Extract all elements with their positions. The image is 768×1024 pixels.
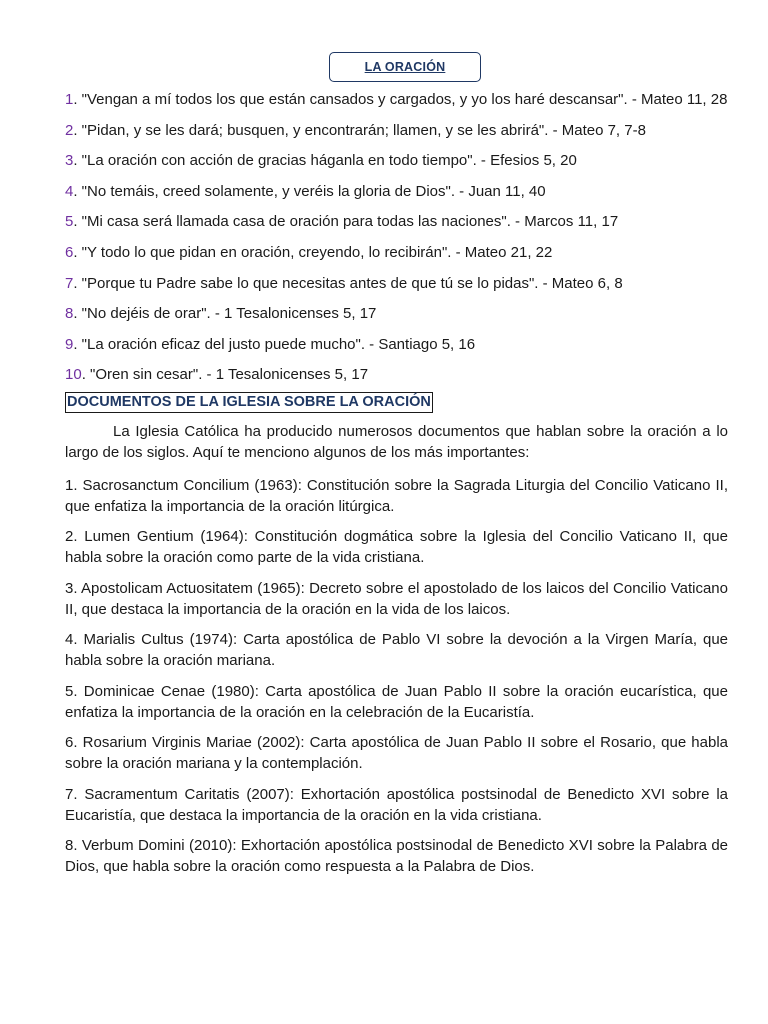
- quote-text: . "Oren sin cesar". - 1 Tesalonicenses 5, 17: [81, 366, 369, 384]
- quote-number: 9: [65, 335, 74, 353]
- quote-number: 2: [65, 121, 74, 139]
- quote-text: . "No dejéis de orar". - 1 Tesalonicenses 5, 17: [73, 305, 377, 323]
- quote-number: 1: [65, 91, 74, 108]
- document-item: 2. Lumen Gentium (1964): Constitución dogmática sobre la Iglesia del Concilio Vaticano II, que habla sobre la oración como parte de la vida cristiana.: [65, 528, 728, 567]
- quote-text: . "Vengan a mí todos los que están cansados y cargados, y yo los haré descansar". - Mateo 11, 28: [73, 91, 728, 108]
- quote-item: [65, 304, 728, 324]
- page-title: LA ORACIÓN: [364, 60, 446, 74]
- quote-text: . "No temáis, creed solamente, y veréis la gloria de Dios". - Juan 11, 40: [73, 182, 546, 200]
- document-item: 4. Marialis Cultus (1974): Carta apostólica de Pablo VI sobre la devoción a la Virgen María, que habla sobre la oración mariana.: [65, 631, 728, 670]
- quote-item: [65, 243, 728, 263]
- document-list: [65, 475, 728, 878]
- intro-paragraph: La Iglesia Católica ha producido numerosos documentos que hablan sobre la oración a lo largo de los siglos. Aquí te menciono algunos de los más importantes:: [65, 422, 728, 461]
- quote-text: . "Porque tu Padre sabe lo que necesitas antes de que tú se lo pidas". - Mateo 6, 8: [73, 274, 623, 292]
- quote-number: 10: [65, 366, 82, 384]
- quote-item: [65, 335, 728, 355]
- quote-text: . "Pidan, y se les dará; busquen, y encontrarán; llamen, y se les abrirá". - Mateo 7, 7-8: [73, 121, 646, 139]
- quote-number: 6: [65, 243, 74, 261]
- document-item: 8. Verbum Domini (2010): Exhortación apostólica postsinodal de Benedicto XVI sobre la Palabra de Dios, que habla sobre la oración como respuesta a la Palabra de Dios.: [65, 837, 728, 876]
- quote-item: [65, 151, 728, 171]
- quote-text: . "Mi casa será llamada casa de oración para todas las naciones". - Marcos 11, 17: [73, 213, 619, 231]
- quote-item: [65, 212, 728, 232]
- quote-text: . "La oración con acción de gracias háganla en todo tiempo". - Efesios 5, 20: [73, 152, 577, 170]
- quote-text: . "Y todo lo que pidan en oración, creyendo, lo recibirán". - Mateo 21, 22: [73, 243, 553, 261]
- quote-item: [65, 121, 728, 141]
- quote-item: [65, 274, 728, 294]
- document-page: [65, 52, 728, 887]
- quote-list: [65, 90, 728, 385]
- document-item: 1. Sacrosanctum Concilium (1963): Constitución sobre la Sagrada Liturgia del Concilio Vaticano II, que enfatiza la importancia de la oración litúrgica.: [65, 476, 728, 515]
- quote-number: 5: [65, 213, 74, 231]
- document-item: 3. Apostolicam Actuositatem (1965): Decreto sobre el apostolado de los laicos del Concilio Vaticano II, que destaca la importancia de la oración en la vida de los laicos.: [65, 579, 728, 618]
- quote-number: 8: [65, 305, 74, 323]
- quote-number: 4: [65, 182, 74, 200]
- quote-item: [65, 182, 728, 202]
- quote-item: [65, 365, 728, 385]
- document-item: 5. Dominicae Cenae (1980): Carta apostólica de Juan Pablo II sobre la oración eucarística, que enfatiza la importancia de la oración en la celebración de la Eucaristía.: [65, 682, 728, 721]
- document-item: 7. Sacramentum Caritatis (2007): Exhortación apostólica postsinodal de Benedicto XVI sobre la Eucaristía, que destaca la importancia de la oración en la vida cristiana.: [65, 785, 728, 824]
- document-item: 6. Rosarium Virginis Mariae (2002): Carta apostólica de Juan Pablo II sobre el Rosario, que habla sobre la oración mariana y la contemplación.: [65, 734, 728, 773]
- quote-text: . "La oración eficaz del justo puede mucho". - Santiago 5, 16: [73, 335, 476, 353]
- quote-number: 3: [65, 152, 74, 170]
- section-heading-wrap: [65, 392, 728, 413]
- quote-item: [65, 90, 728, 110]
- section-heading: DOCUMENTOS DE LA IGLESIA SOBRE LA ORACIÓN: [65, 392, 433, 413]
- quote-number: 7: [65, 274, 74, 292]
- title-box: [329, 52, 481, 82]
